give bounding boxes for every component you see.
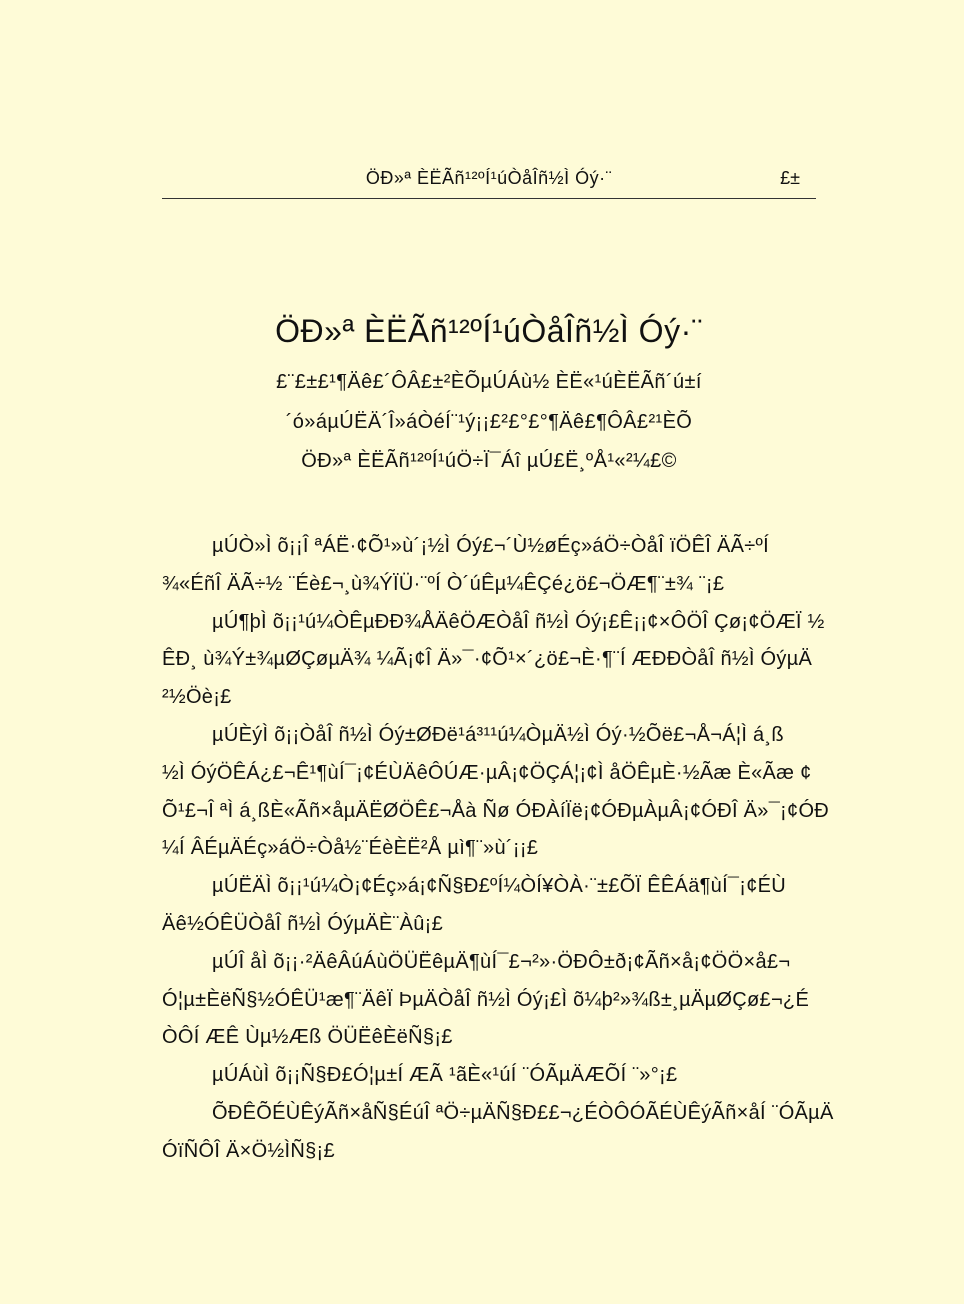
adoption-info-line: £¨£±£¹¶Äê£´ÔÂ£±²ÈÕµÚÁù½ ÈË«¹úÈËÃñ´ú±í (276, 371, 702, 393)
text-line: Õ¹£¬Î ªÌ á¸ßÈ«Ãñ×åµÄËØÖÊ£¬Åà Ñø ÓÐÀíÏë¡¢ÓÐµÀµÂ¡¢ÓÐÎ Ä»¯¡¢ÓÐ (162, 799, 830, 822)
document-title: ÖÐ»ª ÈËÃñ¹²ºÍ¹úÒåÎñ½Ì Óý·¨ (275, 313, 703, 349)
text-line: ÒÔÍ ÆÊ Ùµ½Æß ÖÜËêÈëÑ§¡£ (162, 1026, 453, 1049)
running-title: ÖÐ»ª ÈËÃñ¹²ºÍ¹úÒåÎñ½Ì Óý·¨ (365, 168, 613, 188)
adoption-info-line: ÖÐ»ª ÈËÃñ¹²ºÍ¹úÖ÷Ï¯Áî µÚ£Ë¸ºÅ¹«²¼£© (301, 450, 677, 472)
text-line: µÚËÄÌ õ¡¡¹ú¼Ò¡¢Éç»á¡¢Ñ§Ð£ºÍ¼ÒÍ¥ÒÀ·¨±£ÕÏ ÊÊÁä¶ùÍ¯¡¢ÉÙ (212, 875, 787, 898)
text-line: ÕÐÊÕÉÙÊýÃñ×åÑ§ÉúÎ ªÖ÷µÄÑ§Ð££¬¿ÉÒÔÓÃÉÙÊýÃñ×åÍ ¨ÓÃµÄ (212, 1101, 834, 1124)
paragraph (162, 1095, 832, 1171)
body-text (162, 528, 832, 1171)
paragraph (162, 868, 832, 944)
paragraph (162, 944, 832, 1057)
text-line: Ó¦µ±ÈëÑ§½ÓÊÜ¹æ¶¨ÄêÏ ÞµÄÒåÎ ñ½Ì Óý¡£Ì õ¼þ²»¾ß±¸µÄµØÇø£¬¿É (162, 988, 810, 1011)
paragraph (162, 528, 832, 604)
text-line: ÊÐ¸ ù¾Ý±¾µØÇøµÄ¾ ¼Ã¡¢Î Ä»¯·¢Õ¹×´¿ö£¬È·¶¨Í ÆÐÐÒåÎ ñ½Ì ÓýµÄ (162, 648, 813, 671)
paragraph (162, 1057, 832, 1095)
running-header (162, 168, 816, 199)
text-line: ¾«ÉñÎ ÄÃ÷½ ¨Éè£¬¸ù¾ÝÏÜ·¨ºÍ Ò´úÊµ¼ÊÇé¿ö£¬ÖÆ¶¨±¾ ¨¡£ (162, 572, 725, 595)
text-line: µÚÈýÌ õ¡¡ÒåÎ ñ½Ì Óý±ØÐë¹á³¹¹ú¼ÒµÄ½Ì Óý·½Õë£¬Å¬Á¦Ì á¸ß (212, 723, 784, 746)
paragraph (162, 604, 832, 717)
adoption-info-line: ´ó»áµÚËÄ´Î»áÒéÍ¨¹ý¡¡£²£°£°¶Äê£¶ÔÂ£²¹ÈÕ (285, 411, 693, 433)
text-line: ¼Í ÂÉµÄÉç»áÖ÷Òå½¨ÉèÈË²Å µì¶¨»ù´¡¡£ (162, 837, 539, 860)
text-line: µÚ¶þÌ õ¡¡¹ú¼ÒÊµÐÐ¾ÅÄêÖÆÒåÎ ñ½Ì Óý¡£Ê¡¡¢×ÔÖÎ Çø¡¢ÖÆÏ ½ (212, 610, 825, 633)
text-line: Äê½ÓÊÜÒåÎ ñ½Ì ÓýµÄÈ¨Àû¡£ (162, 912, 444, 935)
text-line: µÚÁùÌ õ¡¡Ñ§Ð£Ó¦µ±Í ÆÃ ¹ãÈ«¹úÍ ¨ÓÃµÄÆÕÍ ¨»°¡£ (212, 1064, 678, 1087)
text-line: ²½Öè¡£ (162, 686, 232, 709)
text-line: ÓïÑÔÎ Ä×Ö½ÌÑ§¡£ (162, 1139, 335, 1162)
text-line: ½Ì ÓýÖÊÁ¿£¬Ê¹¶ùÍ¯¡¢ÉÙÄêÔÚÆ·µÂ¡¢ÖÇÁ¦¡¢Ì åÖÊµÈ·½Ãæ È«Ãæ ¢ (162, 761, 812, 784)
page-number: £± (780, 168, 800, 188)
text-line: µÚÒ»Ì õ¡¡Î ªÁË·¢Õ¹»ù´¡½Ì Óý£¬´Ù½øÉç»áÖ÷ÒåÎ ïÖÊÎ ÄÃ÷ºÍ (212, 535, 770, 557)
paragraph (162, 717, 832, 868)
text-line: µÚÎ åÌ õ¡¡·²ÄêÂúÁùÖÜËêµÄ¶ùÍ¯£¬²»·ÖÐÔ±ð¡¢Ãñ×å¡¢ÖÖ×å£¬ (212, 950, 791, 973)
